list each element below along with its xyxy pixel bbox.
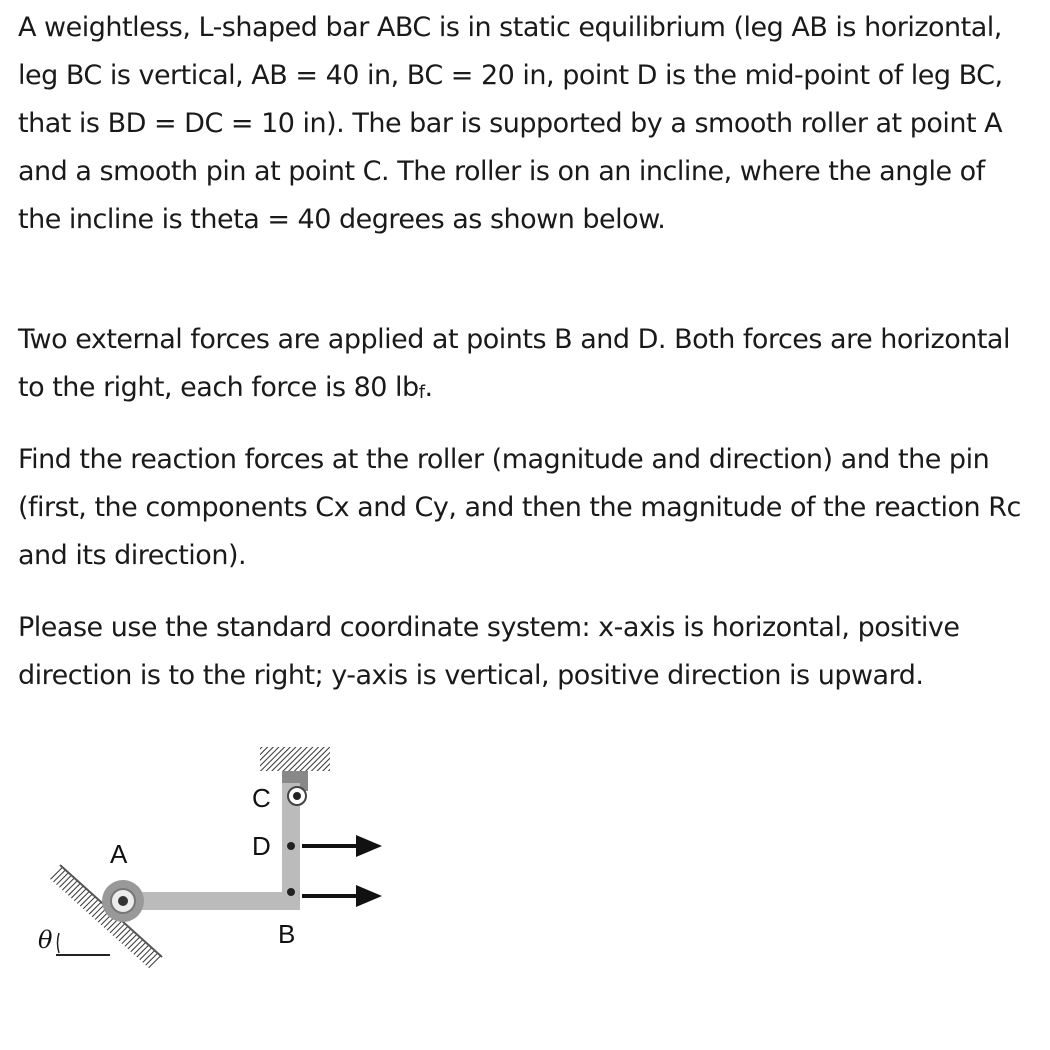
force-arrow-d-head — [356, 835, 382, 857]
forces-text: Two external forces are applied at points B and D. Both forces are horizontal to the right, each force is 80 lb — [18, 324, 1010, 403]
forces-text-end: . — [424, 372, 433, 403]
problem-paragraph-setup: A weightless, L-shaped bar ABC is in static equilibrium (leg AB is horizontal, leg BC is vertical, AB = 40 in, BC = 20 in, point D is the mid-point of leg BC, that is BD = DC = 10 in). The bar is supported by a smooth roller at point A and a smooth pin at point C. The roller is on an incline, where the angle of the incline is theta = 40 degrees as shown below. — [18, 12, 1003, 235]
force-arrow-b-head — [356, 885, 382, 907]
bar-leg-ab — [118, 892, 300, 910]
force-unit-subscript: f — [418, 382, 425, 403]
roller-a-pin — [118, 896, 128, 906]
point-d-marker — [287, 842, 295, 850]
angle-arc — [58, 933, 60, 953]
problem-paragraph-task: Find the reaction forces at the roller (magnitude and direction) and the pin (first, the components Cx and Cy, and then the magnitude of the reaction Rc and its direction). — [18, 444, 1021, 571]
incline-surface — [48, 865, 162, 969]
pin-c-center — [293, 792, 301, 800]
label-a: A — [110, 839, 128, 869]
label-theta: θ — [38, 926, 53, 954]
point-b-marker — [287, 888, 295, 896]
problem-paragraph-coordinates: Please use the standard coordinate system: x-axis is horizontal, positive direction is to the right; y-axis is vertical, positive direction is upward. — [18, 612, 960, 691]
ceiling-support — [260, 747, 330, 771]
label-b: B — [278, 919, 296, 949]
label-d: D — [252, 831, 271, 861]
l-bar-diagram — [30, 735, 400, 980]
label-c: C — [252, 783, 271, 813]
problem-paragraph-forces — [18, 316, 1028, 412]
